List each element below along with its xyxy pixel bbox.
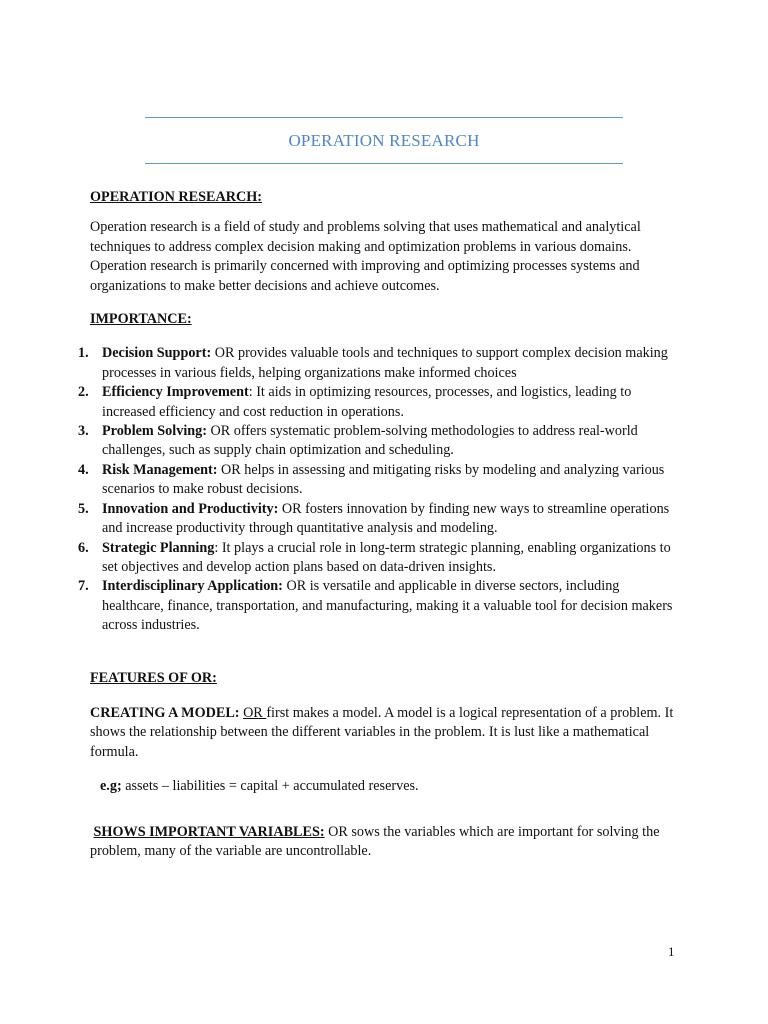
creating-model-text: first makes a model. A model is a logical representation of a problem. It shows the relationship between the different variables in the problem. It is lust like a mathematical formula. [90, 704, 674, 760]
importance-item-text [102, 577, 680, 635]
importance-item-description: : It aids in optimizing resources, processes, and logistics, leading to increased efficiency and cost reduction in operations. [102, 384, 632, 420]
importance-item-number: 2. [78, 384, 89, 401]
creating-model-paragraph [90, 704, 680, 762]
importance-item-text [102, 344, 680, 383]
title-bottom-rule [145, 163, 623, 164]
importance-item-term: Risk Management: [102, 461, 218, 478]
importance-item-text [102, 539, 680, 578]
importance-item-term: Problem Solving: [102, 423, 207, 440]
section-heading-importance: IMPORTANCE: [90, 311, 192, 328]
importance-item-term: Decision Support: [102, 345, 212, 362]
importance-item-term: Strategic Planning [102, 539, 215, 556]
creating-model-or: OR [243, 704, 267, 721]
example-line [90, 777, 680, 796]
importance-list [78, 344, 680, 635]
importance-item-number: 3. [78, 423, 89, 440]
section-heading-operation-research: OPERATION RESEARCH: [90, 189, 262, 205]
creating-model-lead: CREATING A MODEL: [90, 704, 240, 721]
importance-item [78, 539, 680, 578]
important-variables-lead: SHOWS IMPORTANT VARIABLES: [93, 823, 325, 840]
document-body [78, 188, 680, 861]
importance-item [78, 461, 680, 500]
document-title: OPERATION RESEARCH [288, 131, 480, 150]
importance-item-number: 1. [78, 345, 89, 362]
important-variables-paragraph [90, 823, 680, 862]
importance-item-description: OR fosters innovation by finding new ways to streamline operations and increase productivity through quantitative analysis and modeling. [102, 500, 670, 537]
importance-item [78, 383, 680, 422]
importance-item [78, 577, 680, 635]
importance-item-description: OR helps in assessing and mitigating risks by modeling and analyzing various scenarios to make robust decisions. [102, 461, 665, 498]
importance-item-number: 6. [78, 539, 89, 556]
importance-item-term: Interdisciplinary Application: [102, 578, 283, 595]
importance-item-term: Innovation and Productivity: [102, 500, 279, 517]
important-variables-text: OR sows the variables which are important for solving the problem, many of the variable are uncontrollable. [90, 823, 660, 859]
importance-item [78, 344, 680, 383]
section-heading-features: FEATURES OF OR: [90, 669, 217, 686]
importance-item-text [102, 500, 680, 539]
page-number: 1 [668, 944, 675, 959]
importance-item-number: 7. [78, 578, 89, 595]
importance-item [78, 500, 680, 539]
example-lead: e.g; [100, 778, 122, 795]
title-top-rule [145, 117, 623, 118]
importance-item-text [102, 461, 680, 500]
importance-item-description: OR offers systematic problem-solving methodologies to address real-world challenges, such as supply chain optimization and scheduling. [102, 423, 638, 459]
importance-item-description: OR is versatile and applicable in diverse sectors, including healthcare, finance, transportation, and manufacturing, making it a valuable tool for decision makers across industries. [102, 578, 673, 634]
importance-item [78, 422, 680, 461]
intro-paragraph: Operation research is a field of study and problems solving that uses mathematical and analytical techniques to address complex decision making and optimization problems in various domains. Operation research is primarily concerned with improving and optimizing processes systems and organizations to make better decisions and achieve outcomes. [90, 219, 641, 294]
importance-item-number: 5. [78, 500, 89, 517]
importance-item-term: Efficiency Improvement [102, 384, 249, 401]
importance-item-description: : It plays a crucial role in long-term strategic planning, enabling organizations to set objectives and develop action plans based on data-driven insights. [102, 539, 671, 575]
importance-item-description: OR provides valuable tools and techniques to support complex decision making processes in various fields, helping organizations make informed choices [102, 345, 668, 381]
importance-item-text [102, 422, 680, 461]
example-text: assets – liabilities = capital + accumulated reserves. [121, 778, 419, 795]
importance-item-text [102, 383, 680, 422]
importance-item-number: 4. [78, 461, 89, 478]
